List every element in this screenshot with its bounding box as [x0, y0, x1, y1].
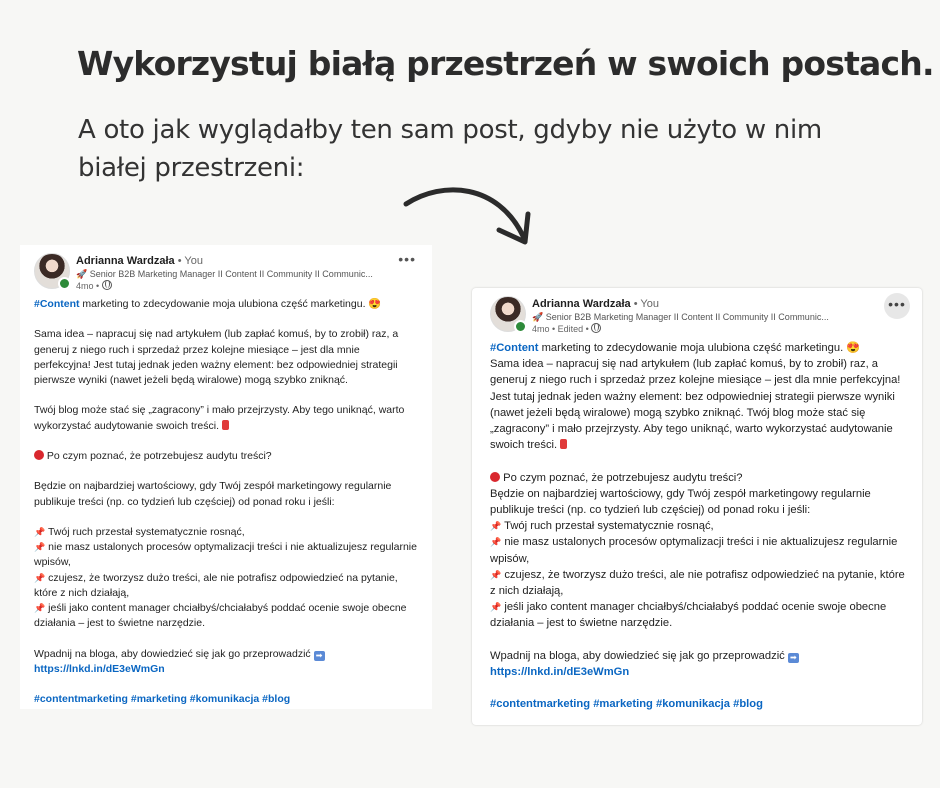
- fire-extinguisher-icon: [222, 420, 229, 430]
- you-label: • You: [633, 298, 659, 310]
- you-label: • You: [177, 255, 203, 267]
- bullet-item: [490, 518, 910, 534]
- cta-line: [490, 648, 910, 664]
- curved-arrow-icon: [398, 178, 538, 250]
- bullet-text: czujesz, że tworzysz dużo treści, ale nie potrafisz odpowiedzieć na pytanie, które z nich działają,: [34, 571, 398, 599]
- paragraph-blog: [34, 403, 418, 433]
- post-header: [490, 296, 910, 340]
- arrow-right-icon: ➡: [314, 651, 325, 661]
- author-line: [532, 297, 880, 311]
- smile-emoji-icon: 😍: [368, 298, 382, 310]
- bullet-text: czujesz, że tworzysz dużo treści, ale nie potrafisz odpowiedzieć na pytanie, które z nich działają,: [490, 568, 905, 598]
- pin-icon: 📌: [490, 521, 502, 532]
- post-meta: [532, 297, 880, 335]
- hashtags-line: [490, 696, 910, 712]
- author-headline: 🚀 Senior B2B Marketing Manager II Content II Community II Communic...: [76, 269, 373, 279]
- pin-icon: 📌: [490, 569, 502, 580]
- page-subtitle: A oto jak wyglądałby ten sam post, gdyby nie użyto w nim białej przestrzeni:: [78, 115, 822, 183]
- bullet-text: nie masz ustalonych procesów optymalizacji treści i nie aktualizujesz regularnie wpisów,: [490, 536, 898, 565]
- spacer: [34, 388, 418, 403]
- bullet-item: [490, 567, 910, 599]
- post-time: [76, 280, 388, 292]
- paragraph-when: Będzie on najbardziej wartościowy, gdy Twój zespół marketingowy regularnie publikuje treści (np. co tydzień lub częściej) od ponad roku i jeśli:: [34, 480, 392, 508]
- page-title: Wykorzystuj białą przestrzeń w swoich postach.: [77, 44, 934, 83]
- paragraph-idea: Sama idea – napracuj się nad artykułem (lub zapłać komuś, by to zrobił) raz, a generuj z niego ruch i sprzedaż przez kolejne miesiące – jest dla mnie perfekcyjna! Jest tutaj jednak jeden ważny element: bez odpowiedniej strategii pierwsze wyniki (nawet jeżeli będą wiralowe) mogą szybko zniknąć.: [34, 328, 399, 386]
- post-time-text: 4mo •: [76, 281, 100, 291]
- more-options-icon[interactable]: •••: [884, 293, 910, 319]
- globe-icon: [102, 280, 112, 290]
- red-circle-icon: [34, 450, 44, 460]
- spacer: [34, 312, 418, 327]
- post-line-1: [490, 340, 910, 356]
- author-line: [76, 254, 388, 268]
- cta-text: Wpadnij na bloga, aby dowiedzieć się jak go przeprowadzić: [490, 649, 785, 662]
- pin-icon: 📌: [34, 542, 46, 553]
- pin-icon: 📌: [490, 537, 502, 548]
- pin-icon: 📌: [34, 602, 46, 613]
- question-text: Po czym poznać, że potrzebujesz audytu treści?: [46, 449, 272, 462]
- post-link-line: [34, 662, 418, 677]
- spacer: [490, 453, 910, 469]
- post-line-1-text: marketing to zdecydowanie moja ulubiona część marketingu.: [538, 342, 844, 354]
- bullet-text: Twój ruch przestał systematycznie rosnąć,: [47, 525, 245, 538]
- post-header: [34, 253, 418, 297]
- hashtag-content-link[interactable]: #Content: [490, 342, 539, 354]
- post-line-1: [34, 297, 418, 312]
- post-link[interactable]: https://lnkd.in/dE3eWmGn: [34, 662, 165, 675]
- hashtag-content-link[interactable]: #Content: [34, 298, 80, 310]
- paragraph-blog-text: Twój blog może stać się „zagracony” i mało przejrzysty. Aby tego uniknąć, warto wykorzystać audytowanie swoich treści.: [490, 406, 893, 452]
- bullet-item: [34, 571, 418, 601]
- pin-icon: 📌: [490, 602, 502, 613]
- spacer: [490, 680, 910, 696]
- bullet-item: [34, 540, 418, 570]
- paragraph-idea-blog: [490, 356, 910, 453]
- cta-line: [34, 647, 418, 662]
- hashtags-links[interactable]: #contentmarketing #marketing #komunikacja #blog: [34, 693, 291, 706]
- post-body: [34, 297, 418, 707]
- question-line: [490, 470, 910, 486]
- post-body: [490, 340, 910, 713]
- bullet-text: jeśli jako content manager chciałbyś/chciałabyś poddać ocenie swoje obecne działania – jest to świetne narzędzie.: [490, 601, 887, 630]
- bullet-item: [34, 525, 418, 540]
- fire-extinguisher-icon: [560, 439, 567, 449]
- cta-text: Wpadnij na bloga, aby dowiedzieć się jak go przeprowadzić: [34, 647, 311, 660]
- avatar[interactable]: [34, 253, 70, 289]
- paragraph-when: Będzie on najbardziej wartościowy, gdy Twój zespół marketingowy regularnie publikuje treści (np. co tydzień lub częściej) od ponad roku i jeśli:: [490, 487, 871, 517]
- online-status-icon: [514, 320, 527, 333]
- hashtags-line: [34, 692, 418, 707]
- post-card-with-whitespace: [20, 245, 432, 709]
- globe-icon: [591, 323, 601, 333]
- pin-icon: 📌: [34, 572, 46, 583]
- smile-emoji-icon: 😍: [846, 342, 861, 354]
- paragraph-blog-text: Twój blog może stać się „zagracony” i mało przejrzysty. Aby tego uniknąć, warto wykorzystać audytowanie swoich treści.: [34, 404, 405, 432]
- bullet-text: jeśli jako content manager chciałbyś/chciałabyś poddać ocenie swoje obecne działania – jest to świetne narzędzie.: [34, 601, 407, 630]
- hashtags-links[interactable]: #contentmarketing #marketing #komunikacja #blog: [490, 698, 763, 711]
- paragraph-idea: Sama idea – napracuj się nad artykułem (lub zapłać komuś, by to zrobił) raz, a generuj z niego ruch i sprzedaż przez kolejne miesiące – jest dla mnie perfekcyjna! Jest tutaj jednak jeden ważny element: bez odpowiedniej strategii pierwsze wyniki (nawet jeżeli będą wiralowe) mogą szybko zniknąć.: [490, 358, 901, 419]
- post-time-text: 4mo • Edited •: [532, 324, 589, 334]
- bullet-item: [34, 601, 418, 631]
- bullet-text: Twój ruch przestał systematycznie rosnąć,: [504, 520, 714, 533]
- bullet-item: [490, 599, 910, 631]
- red-circle-icon: [490, 472, 500, 482]
- spacer: [34, 510, 418, 525]
- online-status-icon: [58, 277, 71, 290]
- post-link-line: [490, 664, 910, 680]
- bullet-text: nie masz ustalonych procesów optymalizacji treści i nie aktualizujesz regularnie wpisów,: [34, 541, 417, 569]
- arrow-right-icon: ➡: [788, 653, 799, 663]
- spacer: [34, 434, 418, 449]
- pin-icon: 📌: [34, 526, 46, 537]
- question-text: Po czym poznać, że potrzebujesz audytu treści?: [503, 471, 743, 484]
- post-link[interactable]: https://lnkd.in/dE3eWmGn: [490, 666, 630, 679]
- post-card-without-whitespace: [472, 288, 922, 725]
- author-name[interactable]: Adrianna Wardzała: [76, 255, 175, 267]
- author-headline: 🚀 Senior B2B Marketing Manager II Content II Community II Communic...: [532, 312, 829, 322]
- bullet-item: [490, 534, 910, 566]
- post-time: [532, 323, 880, 335]
- post-meta: [76, 254, 388, 292]
- spacer: [34, 631, 418, 646]
- author-name[interactable]: Adrianna Wardzała: [532, 298, 631, 310]
- spacer: [34, 464, 418, 479]
- spacer: [490, 632, 910, 648]
- more-options-icon[interactable]: •••: [398, 251, 416, 267]
- question-line: [34, 449, 418, 464]
- post-line-1-text: marketing to zdecydowanie moja ulubiona część marketingu.: [79, 298, 366, 310]
- spacer: [34, 677, 418, 692]
- avatar[interactable]: [490, 296, 526, 332]
